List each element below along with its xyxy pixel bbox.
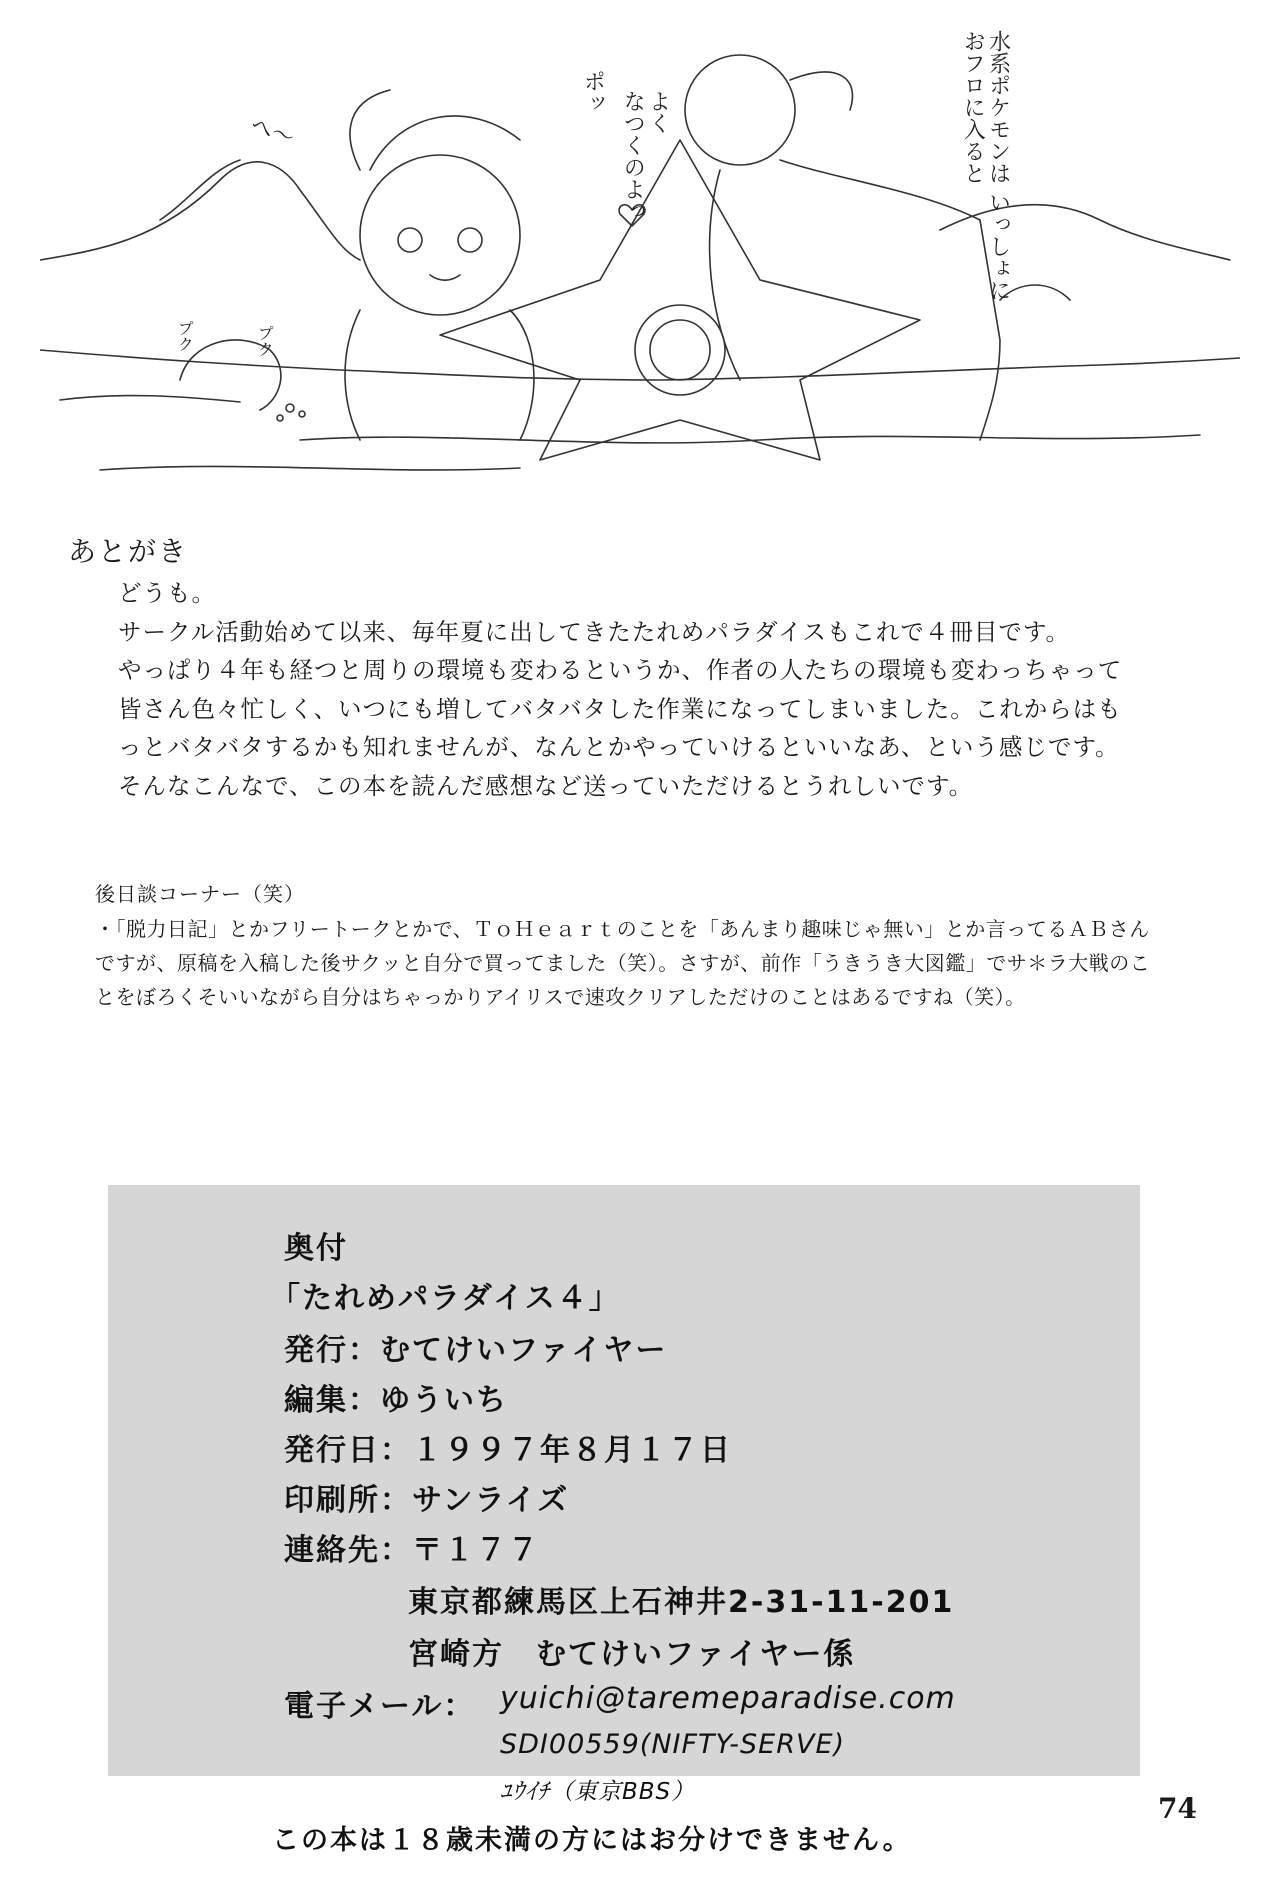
- sfx-yoku-naku: よく なつくのよっ: [620, 90, 671, 222]
- afterword-paragraph: サークル活動始めて以来、毎年夏に出してきたたれめパラダイスもこれで４冊目です。: [118, 617, 1070, 646]
- colophon-email: yuichi@taremeparadise.com: [500, 1681, 956, 1716]
- sfx-puku-2: プク: [255, 325, 275, 357]
- colophon-date: 発行日：１９９７年８月１７日: [284, 1433, 732, 1468]
- colophon-printer: 印刷所：サンライズ: [284, 1483, 570, 1518]
- colophon-publisher: 発行：むてけいファイヤー: [284, 1333, 668, 1368]
- colophon-editor: 編集：ゆういち: [284, 1383, 508, 1418]
- sfx-po: ポッ: [580, 70, 606, 114]
- colophon-box: [108, 1185, 1140, 1776]
- postscript-corner-title: 後日談コーナー（笑）: [95, 882, 305, 906]
- colophon-address: 東京都練馬区上石神井2-31-11-201: [408, 1585, 955, 1620]
- colophon-email-label: 電子メール：: [284, 1689, 476, 1724]
- afterword-paragraph: どうも。: [118, 579, 216, 607]
- sfx-mizu-pokemon: 水系ポケモンは いっしょに おフロに入ると: [960, 30, 1011, 301]
- sfx-hee: へ〜: [247, 113, 298, 152]
- colophon-bbs: ﾕｳｲﾁ（東京BBS）: [500, 1779, 696, 1805]
- sfx-puku-1: プク: [175, 320, 195, 352]
- colophon-heading: 奥付: [284, 1231, 348, 1266]
- afterword-paragraph: そんなこんなで、この本を読んだ感想など送っていただけるとうれしいです。: [118, 771, 974, 800]
- colophon-care-of: 宮崎方 むてけいファイヤー係: [408, 1637, 856, 1672]
- postscript-corner-text: ・「脱力日記」とかフリートークとかで、ＴｏＨｅａｒｔのことを「あんまり趣味じゃ無い」とか言ってるＡＢさんですが、原稿を入稿した後サクッと自分で買ってました（笑）。さすが、前作「うきうき大図鑑」でサ＊ラ大戦のことをぼろくそいいながら自分はちゃっかりアイリスで速攻クリアしただけのことはあるですね（笑）。: [95, 917, 1151, 1009]
- afterword-body: [118, 574, 1138, 805]
- colophon-book-title: 「たれめパラダイス４」: [270, 1281, 621, 1316]
- afterword-paragraph: やっぱり４年も経つと周りの環境も変わるというか、作者の人たちの環境も変わっちゃって皆さん色々忙しく、いつにも増してバタバタした作業になってしまいました。これからはもっとバタバタするかも知れませんが、なんとかやっていけるといいなあ、という感じです。: [118, 656, 1123, 761]
- page-number: 74: [1158, 1792, 1197, 1825]
- sketch-illustration: [40, 20, 1240, 500]
- afterword-title: あとがき: [68, 535, 189, 568]
- colophon-age-notice: この本は１８歳未満の方にはお分けできません。: [272, 1825, 912, 1856]
- colophon-contact-label: 連絡先：〒１７７: [284, 1533, 540, 1568]
- colophon-nifty: SDI00559(NIFTY-SERVE): [500, 1729, 846, 1760]
